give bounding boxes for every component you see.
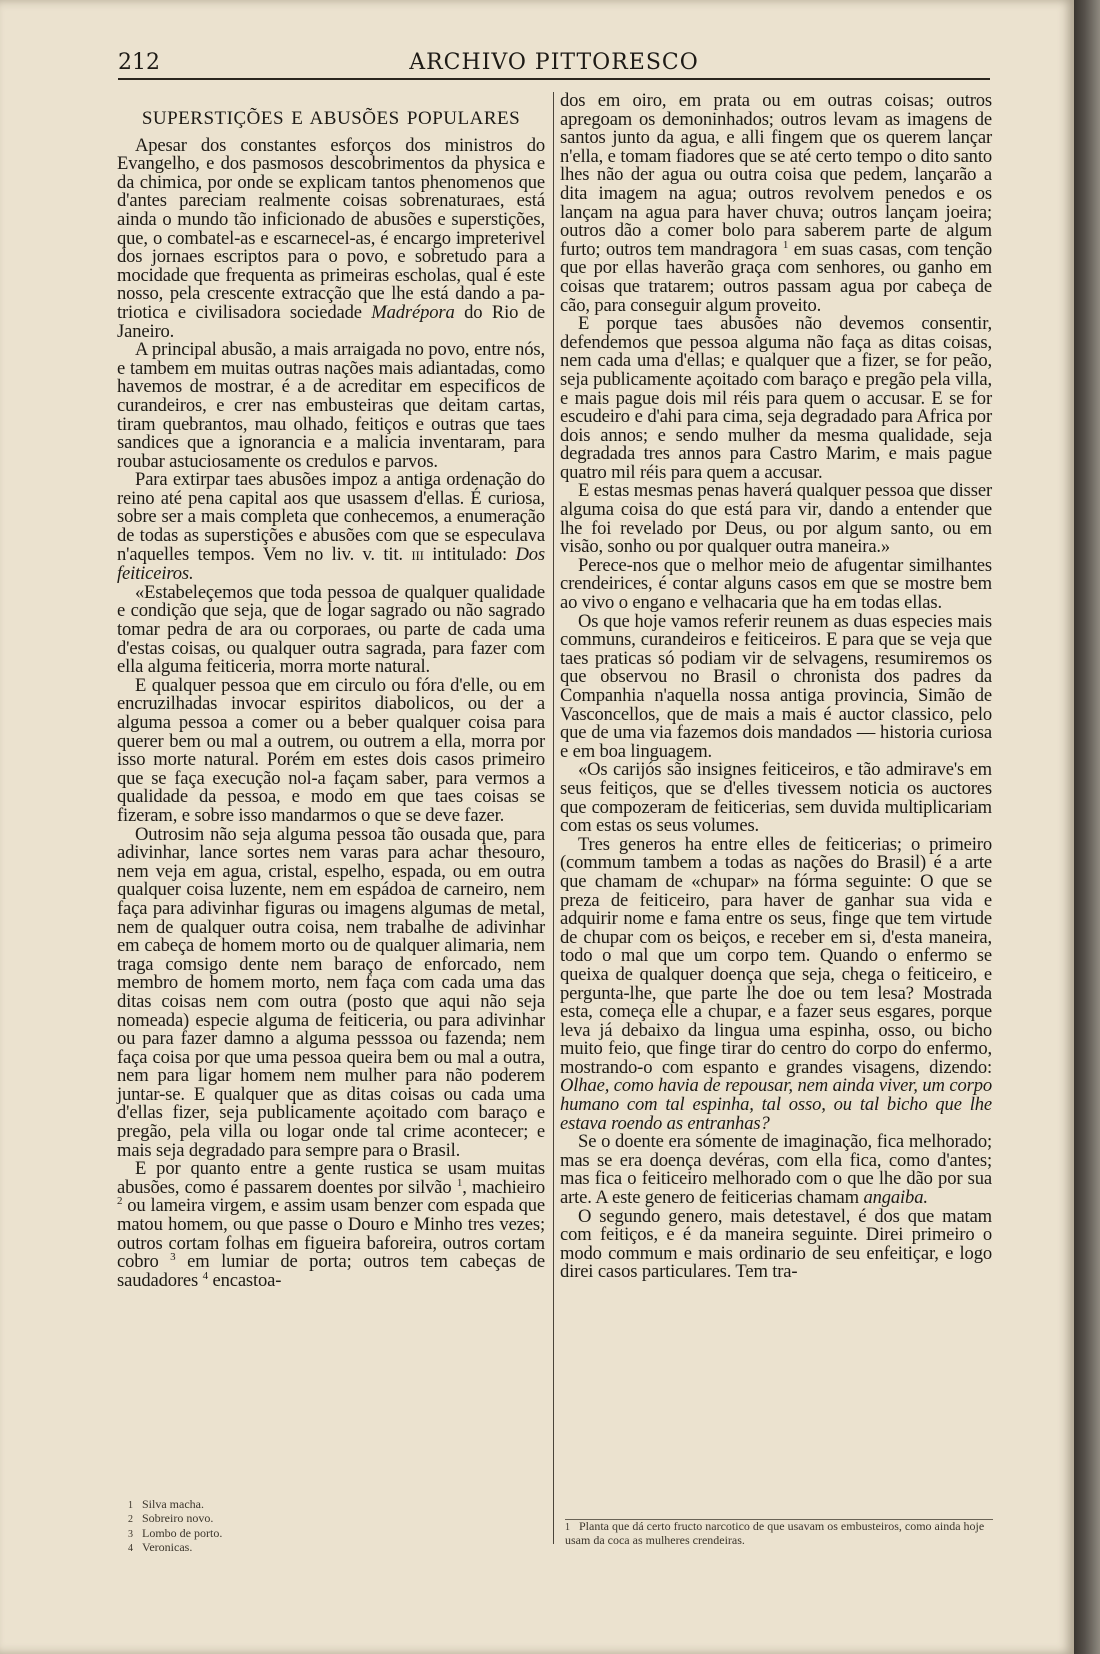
footnote-ref: 1: [782, 238, 789, 251]
text-run: Outrosim não seja alguma pessoa tão ousada que, para adivinhar, lance sortes nem varas para achar thesouro, nem veja em agua, cristal, espelho, espada, ou em outra qualquer coisa luzente, nem em espádoa de carneiro, nem faça para adivinhar figuras ou imagens algumas de metal, nem de qualquer outra coisa, nem trabalhe de adivinhar em cabeça de homem morto ou de qualquer alimaria, nem traga comsigo dente nem baraço de enforcado, nem membro de homem morto, nem faça com cada uma das ditas coisas nem com outra (posto que aqui não seja nomeada) especie alguma de feiticeria, ou para adivinhar ou para fazer damno a alguma pesssoa ou fazenda; nem faça coisa por que uma pessoa queira bem ou mal a outra, nem para ligar homem nem mulher para não poderem juntar-se. E qualquer que as ditas coisas ou cada uma d'ellas fizer, seja publicamente açoitado com baraço e pregão, pela villa ou logar onde tal crime acontecer; e mais seja degradado para sempre para o Brasil.: [117, 823, 545, 1161]
italic-text: Madrépora: [371, 301, 455, 323]
text-run: E por quanto entre a gente rustica se usam muitas abusões, como é passarem doentes por silvão: [117, 1158, 545, 1198]
paragraph: [560, 92, 992, 315]
footnote-ref: 2: [117, 1195, 123, 1208]
italic-text: Dos feiticeiros.: [117, 543, 545, 585]
italic-text: angaiba.: [863, 1187, 928, 1209]
text-run: intitulado:: [423, 543, 516, 565]
footnote-ref: 4: [202, 1269, 208, 1282]
paragraph: [117, 823, 545, 1161]
paragraph: [117, 1160, 545, 1290]
footnote-text: Silva macha.: [142, 1497, 204, 1511]
footnote-mark: 2: [128, 1514, 133, 1526]
paragraph: [560, 482, 992, 556]
footnote: [565, 1520, 993, 1547]
text-run: O segundo genero, mais detestavel, é dos que matam com feitiços, e é da maneira seguinte. Direi primeiro o modo commum e mais ordinario de seu enfeitiçar, e logo direi casos particulares. Tem tra-: [560, 1205, 992, 1283]
footnote-ref: 3: [170, 1251, 176, 1264]
right-column: [560, 92, 992, 1282]
paragraph: [560, 761, 992, 835]
footnote-text: Veronicas.: [142, 1540, 193, 1555]
footnotes-right: [565, 1519, 993, 1547]
paragraph: [117, 471, 545, 584]
paragraph: [117, 134, 545, 342]
article-title: SUPERSTIÇÕES E ABUSÕES POPULARES: [141, 108, 521, 129]
text-run: E qualquer pessoa que em circulo ou fóra d'elle, ou em encruzilhadas invocar espiritos diabolicos, ou der a alguma pessoa a comer ou a beber qualquer coisa para querer bem ou mal a outrem, ou outrem a ella, morra por isso morte natural. Porém em estes dois casos primeiro que se faça execução nol-a façam saber, para vermos a qualidade da pessoa, e modo em que taes coisas se fizeram, e sobre isso mandarmos o que se deve fazer.: [117, 674, 545, 826]
footnote-mark: 4: [128, 1543, 133, 1555]
text-run: E porque taes abusões não devemos consentir, defendemos que pessoa alguma não faça as ditas coisas, nem cada uma d'ellas; e qualquer que a fizer, se for peão, seja publicamente açoitado com baraço e pregão pela villa, e mais pague dois mil réis para quem o accusar. E se for escudeiro e d'ahi para cima, seja degradado para Africa por dois annos; e sendo mulher da mesma qualidade, seja degradada tres annos para Castro Marim, e mais pague quatro mil réis para quem a accusar.: [560, 313, 992, 483]
text-run: Tres generos ha entre elles de feiticerias; o primeiro (commum tambem a todas as nações do Brasil) é a arte que chamam de «chupar» na fórma seguinte: O que se preza de feiticeiro, para haver de ganhar sua vida e adquirir nome e fama entre os seus, finge que tem virtude de chupar com os beiços, e receber em si, d'esta maneira, todo o mal que um corpo tem. Quando o enfermo se queixa de qualquer doença que seja, chega o feiticeiro, e pergunta-lhe, que parte lhe doe ou tem lesa? Mostrada esta, começa elle a chupar, e a fazer seus esgares, porque leva já debaixo da lingua uma espinha, osso, ou bicho muito feio, que finge tirar do centro do corpo do enfermo, mostrando-o com espanto e grandes visagens, dizendo:: [560, 833, 992, 1078]
text-run: Se o doente era sómente de imaginação, fica melhorado; mas se era doença devéras, com ella fica, como d'antes; mas fica o feiticeiro melhorado com o que lhe dão por sua arte. A este genero de feiticerias chamam: [560, 1131, 992, 1209]
text-run: dos em oiro, em prata ou em outras coisas; outros apregoam os demoninhados; outros levam as imagens de santos junto da agua, e alli fingem que os querem lançar n'ella, e tomam fiadores que se até certo tempo o dito santo lhes não der agua ou outra coisa que pedem, lançarão a dita imagem na agua; outros revolvem penedos e os lançam na agua para haver chuva; outros lançam joeira; outros dão a comer bolo para saberem parte de algum furto; outros tem mandragora: [560, 90, 992, 260]
page-number: 212: [118, 50, 160, 75]
page-header: [118, 50, 990, 78]
paragraph: [117, 674, 545, 826]
footnote-text: Sobreiro novo.: [142, 1511, 214, 1526]
text-run: em suas casas, com tenção que por ellas haverão graça com senhores, ou ganho em coisas que tratarem; outros passam agua por cabeça de cão, para conseguir algum proveito.: [560, 238, 992, 316]
footnote-text: Planta que dá certo fructo narcotico de que usavam os embusteiros, como ainda hoje usam da coca as mulheres crendeiras.: [565, 1519, 985, 1548]
header-rule: [118, 78, 990, 80]
footnotes-left: [128, 1498, 428, 1556]
paragraph: [560, 554, 992, 614]
footnote-ref: 1: [456, 1176, 463, 1189]
text-run: Perece-nos que o melhor meio de afugentar similhantes crendeirices, é contar alguns casos em que se mostre bem ao vivo o engano e velhacaria que ha em todas ellas.: [560, 554, 992, 614]
footnote: [128, 1512, 428, 1526]
page-edge-shadow: [1074, 0, 1100, 1654]
footnote-mark: 1: [128, 1500, 133, 1511]
running-title: ARCHIVO PITTORESCO: [409, 50, 699, 75]
text-run: «Estabeleçemos que toda pessoa de qualquer qualidade e condição que seja, que de logar sagrado ou não sagrado tomar pedra de ara ou corporaes, ou parte de cada uma d'estas coisas, ou qualquer outra sagrada, para fazer com ella alguma feiticeria, morra morte natural.: [117, 581, 545, 678]
text-run: do Rio de Janeiro.: [117, 301, 545, 342]
roman-numeral: III: [411, 547, 424, 563]
paragraph: [117, 341, 545, 471]
footnote: [128, 1541, 428, 1555]
footnote: [128, 1498, 428, 1512]
text-run: «Os carijós são insignes feiticeiros, e tão admirave's em seus feitiços, que se d'elles tivessem noticia os auctores que compozeram de feiticerias, sem duvida multiplicariam com estas os seus volumes.: [560, 759, 992, 837]
text-run: encastoa-: [207, 1269, 282, 1291]
paragraph: [560, 1133, 992, 1207]
column-divider: [553, 92, 554, 1544]
text-run: Para extirpar taes abusões impoz a antiga ordenação do reino até pena capital aos que usassem d'ellas. É curiosa, sobre ser a mais completa que conhecemos, a enumeração de todas as superstições e abusões com que se especulava n'aquelles tempos. Vem no liv. v. tit.: [117, 469, 545, 565]
paragraph: [117, 581, 545, 678]
text-run: Apesar dos constantes esforços dos ministros do Evangelho, e dos pasmosos descobrimentos da physica e da chimica, por onde se explicam tantos phenomenos que d'antes pareciam realmente coisas sobrenaturaes, está ainda o mundo tão inficionado de abusões e superstições, que, o combatel-as e escarnecel-as, é encargo impreterivel dos jornaes escriptos para o povo, e sobretudo para a mocidade que frequenta as primeiras escholas, qual é este nosso, pela crescente extracção que lhe está dando a patriotica e civilisadora sociedade: [117, 134, 545, 323]
footnote-mark: 1: [565, 1522, 570, 1533]
footnote-mark: 3: [128, 1528, 133, 1540]
text-run: A principal abusão, a mais arraigada no povo, entre nós, e tambem em muitas outras nações mais adiantadas, como havemos de mostrar, é a de acreditar em especificos de curandeiros, e crer nas embusteiras que deitam cartas, tiram quebrantos, mau olhado, feitiços e outras que taes sandices que a ignorancia e a malicia inventaram, para roubar astuciosamente os credulos e parvos.: [117, 339, 545, 472]
paragraph: [560, 1205, 992, 1283]
text-run: Os que hoje vamos referir reunem as duas especies mais communs, curandeiros e feiticeiros. E para que se veja que taes praticas só podiam vir de selvagens, resumiremos os que observou no Brasil o chronista dos padres da Companhia n'aquella nossa antiga provincia, Simão de Vasconcellos, que de mais a mais é auctor classico, pelo que de uma via fazemos dois mandados — historia curiosa e em boa linguagem.: [560, 610, 992, 762]
footnote-text: Lombo de porto.: [142, 1525, 223, 1540]
text-run: em lumiar de porta; outros tem cabeças de saudadores: [117, 1251, 545, 1291]
footnote: [128, 1527, 428, 1541]
italic-text: Olhae, como havia de repousar, nem ainda viver, um corpo humano com tal espinha, tal osso, ou tal bicho que lhe estava roendo as entranhas?: [560, 1075, 992, 1134]
text-run: , machieiro: [462, 1176, 545, 1198]
text-run: ou lameira virgem, e assim usam benzer com espada que matou homem, ou que passe o Douro e Minho tres vezes; outros cortam folhas em figueira baforeira, outros cortam cobro: [117, 1195, 545, 1273]
paragraph: [560, 833, 992, 1134]
paragraph: [560, 610, 992, 762]
left-column: [117, 92, 545, 1290]
paragraph: [560, 315, 992, 482]
text-run: E estas mesmas penas haverá qualquer pessoa que disser alguma coisa do que está para vir, dando a entender que lhe foi revelado por Deus, ou por algum santo, ou em visão, sonho ou por qualquer outra maneira.»: [560, 480, 992, 558]
